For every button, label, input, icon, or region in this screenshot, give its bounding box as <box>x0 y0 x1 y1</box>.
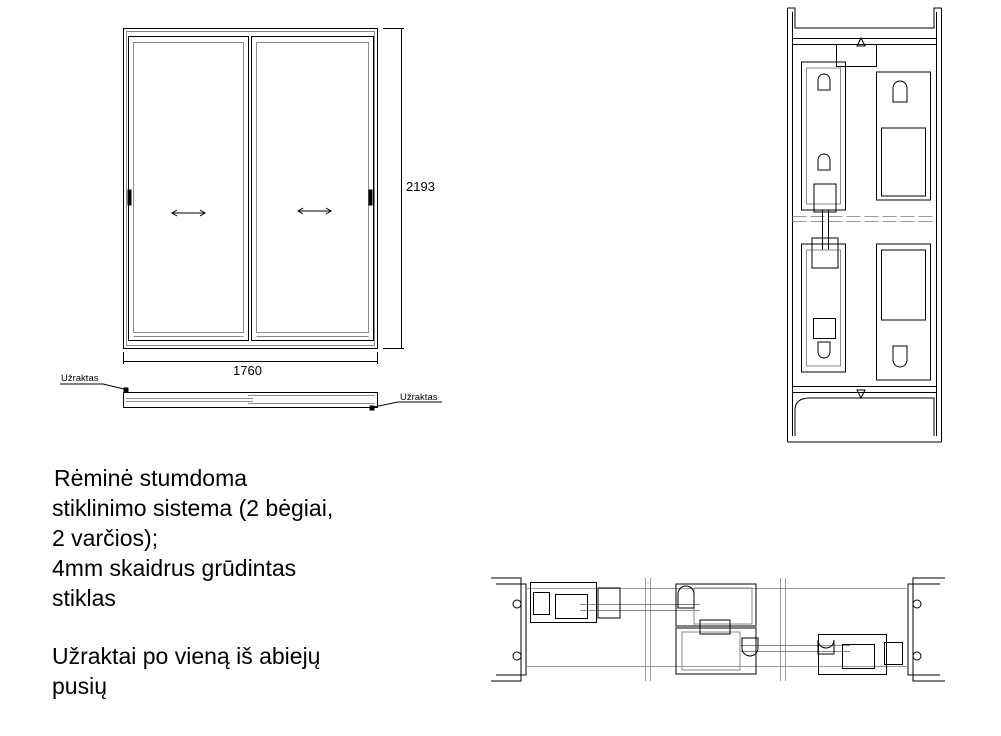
right-handle-icon <box>369 190 372 205</box>
right-sash <box>252 37 374 341</box>
description-line: stiklas <box>52 585 116 611</box>
system-description <box>52 463 392 701</box>
door-elevation <box>124 29 378 349</box>
locks-description-line: pusių <box>52 673 107 699</box>
locks-description-line: Užraktai po vieną iš abiejų <box>52 643 321 669</box>
width-dimension-label: 1760 <box>233 363 262 378</box>
description-line: 4mm skaidrus grūdintas <box>52 555 297 581</box>
height-dimension-label: 2193 <box>406 179 435 194</box>
left-lock-icon <box>124 388 128 392</box>
door-plan-view <box>60 384 442 410</box>
horizontal-section <box>491 578 945 681</box>
lock-label-left: Užraktas <box>61 373 99 384</box>
left-sash <box>129 37 249 341</box>
slide-arrow-right-icon <box>298 208 331 214</box>
right-lock-icon <box>370 406 374 410</box>
vertical-section <box>788 8 942 442</box>
description-line: stiklinimo sistema (2 bėgiai, <box>52 495 334 521</box>
left-handle-icon <box>128 190 131 205</box>
lock-label-right: Užraktas <box>400 392 438 403</box>
outer-frame <box>124 29 378 349</box>
slide-arrow-left-icon <box>172 210 205 216</box>
description-line: Rėminė stumdoma <box>54 465 248 491</box>
description-line: 2 varčios); <box>52 525 159 551</box>
height-dimension-line <box>383 29 404 349</box>
